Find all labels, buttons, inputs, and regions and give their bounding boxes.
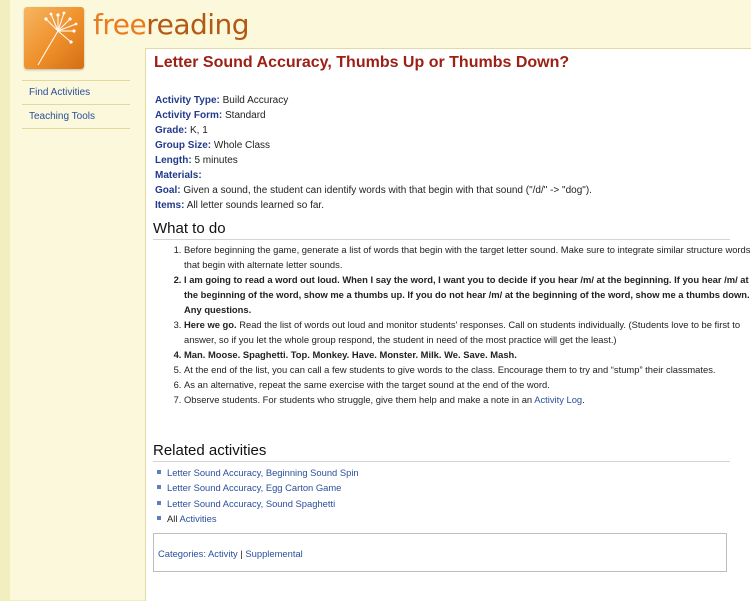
main-content (145, 48, 751, 601)
bullet-square-icon (157, 501, 161, 505)
meta-key: Activity Form: (155, 110, 223, 121)
meta-value: K, 1 (190, 125, 208, 136)
categories-label: Categories: (158, 548, 206, 559)
category-link-activity[interactable]: Activity (208, 548, 238, 559)
categories-box (153, 533, 727, 572)
activity-log-link[interactable]: Activity Log (534, 394, 583, 405)
related-activities-list (155, 465, 727, 526)
sidebar-nav (22, 80, 130, 129)
page-title: Letter Sound Accuracy, Thumbs Up or Thumbs Down? (154, 54, 570, 71)
list-item (167, 465, 727, 480)
list-item (184, 272, 751, 317)
meta-value: Whole Class (213, 140, 271, 151)
meta-key: Items: (155, 200, 185, 211)
bullet-square-icon (157, 516, 161, 520)
steps-list (155, 242, 751, 407)
list-item (184, 347, 751, 362)
meta-row-activity-type (155, 93, 592, 108)
list-item (184, 242, 751, 272)
list-item (184, 362, 751, 377)
meta-key: Length: (155, 155, 192, 166)
activity-meta (155, 93, 592, 213)
meta-value: All letter sounds learned so far. (186, 200, 324, 211)
step-text: Observe students. For students who struggle, give them help and make a note in an (184, 394, 535, 405)
meta-key: Grade: (155, 125, 188, 136)
step-text: I am going to read a word out loud. When I say the word, I want you to decide if you hear /m/ at the beginning. If you hear /m/ at the beginning of the word, show me a thumbs up. If you do not hear /m/ at the beginning of the word, show me a thumbs down. Any questions. (184, 274, 750, 315)
meta-row-activity-form (155, 108, 592, 123)
list-item (184, 377, 751, 392)
related-link-egg-carton-game[interactable]: Letter Sound Accuracy, Egg Carton Game (167, 482, 342, 494)
meta-row-grade (155, 123, 592, 138)
category-separator: | (240, 548, 243, 559)
meta-value: Standard (225, 110, 266, 121)
category-link-supplemental[interactable]: Supplemental (245, 548, 303, 559)
related-activities-heading: Related activities (153, 442, 730, 462)
brand-part-reading: reading (146, 8, 250, 41)
list-item (184, 317, 751, 347)
step-text: At the end of the list, you can call a few students to give words to the class. Encourage them to try and “stump” their classmates. (184, 364, 716, 375)
list-item (167, 480, 727, 495)
meta-row-items (155, 198, 592, 213)
step-text-end: . (582, 394, 585, 405)
step-text: As an alternative, repeat the same exercise with the target sound at the end of the word. (184, 379, 550, 390)
meta-value: 5 minutes (194, 155, 238, 166)
list-item (184, 392, 751, 407)
brand-part-free: free (93, 8, 147, 41)
sidebar-item-find-activities[interactable]: Find Activities (22, 81, 130, 105)
all-activities-link[interactable]: Activities (179, 512, 217, 524)
sidebar-item-teaching-tools[interactable]: Teaching Tools (22, 105, 130, 129)
bullet-square-icon (157, 485, 161, 489)
related-link-beginning-sound-spin[interactable]: Letter Sound Accuracy, Beginning Sound Spin (167, 467, 359, 478)
step-text: Read the list of words out loud and monitor students' responses. Call on students individually. (Students love to be first to answer, so if you let the whole group respond, the student in need of the most practice will get the least.) (184, 319, 741, 345)
step-text: Man. Moose. Spaghetti. Top. Monkey. Have. Monster. Milk. We. Save. Mash. (184, 349, 517, 360)
meta-row-group-size (155, 138, 592, 153)
meta-row-materials (155, 168, 592, 183)
meta-key: Materials: (155, 170, 202, 181)
meta-key: Group Size: (155, 140, 212, 151)
list-item (167, 496, 727, 511)
meta-value: Given a sound, the student can identify words with that begin with that sound ("/d/" -> "dog"). (183, 185, 592, 196)
meta-value: Build Accuracy (222, 95, 289, 106)
step-bold-text: Here we go. (184, 319, 237, 330)
what-to-do-heading: What to do (153, 220, 730, 240)
all-prefix-text: All (167, 512, 178, 524)
meta-row-length (155, 153, 592, 168)
related-link-sound-spaghetti[interactable]: Letter Sound Accuracy, Sound Spaghetti (167, 497, 336, 509)
meta-key: Activity Type: (155, 95, 220, 106)
meta-row-goal (155, 183, 592, 198)
brand-wordmark[interactable] (93, 8, 249, 42)
meta-key: Goal: (155, 185, 181, 196)
dandelion-logo-icon[interactable] (24, 7, 84, 69)
list-item (167, 511, 727, 526)
step-text: Before beginning the game, generate a list of words that begin with the target letter sound. Make sure to integrate similar structure words that begin with alternate letter sounds. (184, 244, 751, 270)
bullet-square-icon (157, 470, 161, 474)
